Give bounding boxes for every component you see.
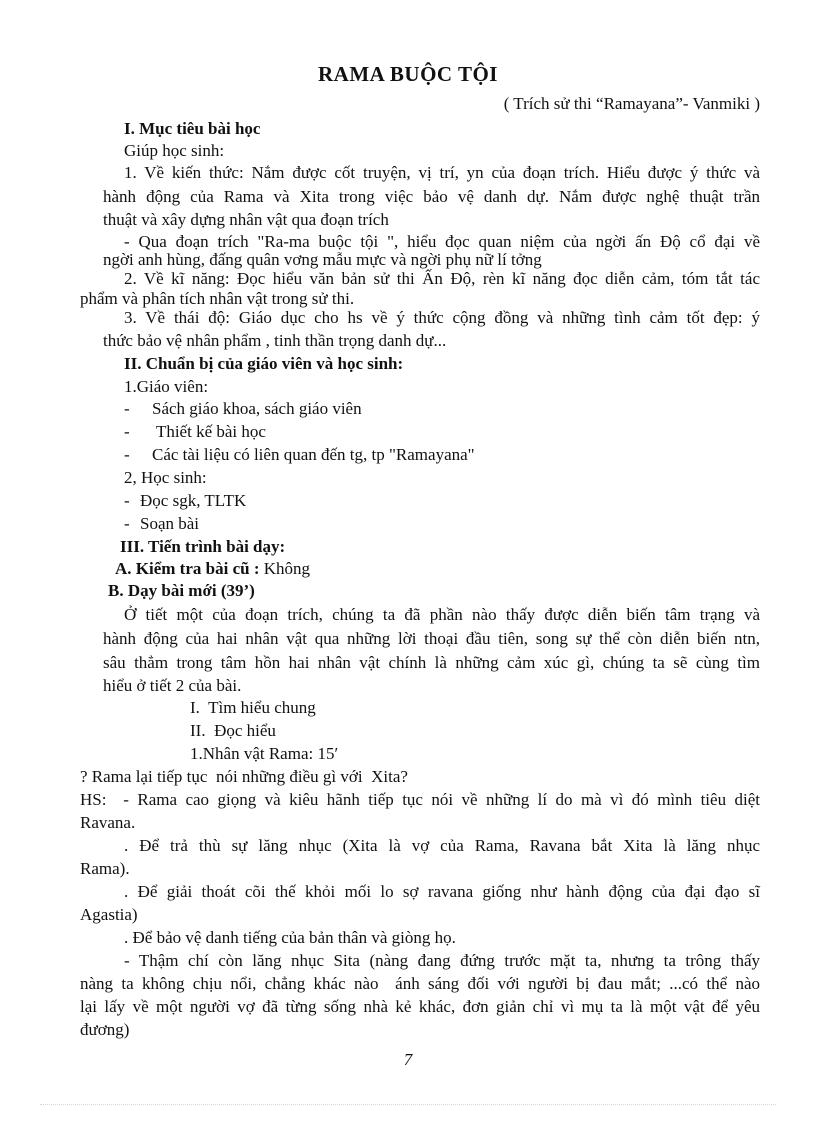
answer-line: . Để bảo vệ danh tiếng của bản thân và giòng họ. bbox=[124, 928, 456, 947]
answer-line: . Để giải thoát cõi thế khỏi mối lo sợ ravana giống như hành động của đại đạo sĩ bbox=[124, 882, 760, 901]
answer-line: Agastia) bbox=[80, 905, 138, 924]
answer-line: đương) bbox=[80, 1020, 130, 1039]
objective-knowledge-line: hành động của Rama và Xita trong việc bảo vệ danh dự. Nắm được nghệ thuật trần bbox=[103, 187, 760, 206]
document-title: RAMA BUỘC TỘI bbox=[318, 62, 498, 86]
section-3-heading: III. Tiến trình bài dạy: bbox=[120, 537, 286, 556]
new-lesson-heading: B. Dạy bài mới (39’) bbox=[108, 581, 255, 600]
list-item: Soạn bài bbox=[140, 514, 200, 533]
list-dash: - bbox=[124, 422, 130, 441]
section-1-heading: I. Mục tiêu bài học bbox=[124, 119, 261, 138]
answer-line: Rama). bbox=[80, 859, 130, 878]
answer-line: HS: - Rama cao giọng và kiêu hãnh tiếp tục nói về những lí do mà vì đó mình tiêu diệt bbox=[80, 790, 760, 809]
outline-item: 1.Nhân vật Rama: 15′ bbox=[190, 744, 339, 763]
outline-item: II. Đọc hiểu bbox=[190, 721, 276, 740]
list-dash: - bbox=[124, 445, 130, 464]
list-dash: - bbox=[124, 491, 130, 510]
answer-line: Ravana. bbox=[80, 813, 136, 832]
section-2-heading: II. Chuẩn bị của giáo viên và học sinh: bbox=[124, 354, 404, 373]
intro-line: Ở tiết một của đoạn trích, chúng ta đã phần nào thấy được diễn biến tâm trạng và bbox=[124, 605, 760, 624]
objective-knowledge-line: 1. Về kiến thức: Nắm được cốt truyện, vị trí, yn của đoạn trích. Hiểu được ý thức và bbox=[124, 163, 760, 182]
list-item: Các tài liệu có liên quan đến tg, tp "Ramayana" bbox=[152, 445, 475, 464]
answer-line: - Thậm chí còn lăng nhục Sita (nàng đang đứng trước mặt ta, nhưng ta trông thấy bbox=[124, 951, 760, 970]
outline-item: I. Tìm hiểu chung bbox=[190, 698, 316, 717]
list-item: Sách giáo khoa, sách giáo viên bbox=[152, 399, 362, 418]
objective-skill-line: 2. Về kĩ năng: Đọc hiểu văn bản sử thi Ấn Độ, rèn kĩ năng đọc diễn cảm, tóm tắt tác bbox=[124, 269, 760, 288]
intro-line: hiểu ở tiết 2 của bài. bbox=[103, 676, 242, 695]
old-lesson-value: Không bbox=[259, 559, 311, 578]
objective-attitude-line: 3. Về thái độ: Giáo dục cho hs về ý thức cộng đồng và những tình cảm tốt đẹp: ý bbox=[124, 308, 760, 327]
objective-knowledge-line: - Qua đoạn trích "Ra-ma buộc tội ", hiểu đọc quan niệm của ngời ấn Độ cổ đại về bbox=[124, 232, 760, 251]
list-item: Thiết kế bài học bbox=[152, 422, 266, 441]
old-lesson-label: A. Kiểm tra bài cũ : bbox=[115, 559, 260, 578]
objective-skill-line: phẩm và phân tích nhân vật trong sử thi. bbox=[80, 289, 355, 308]
answer-line: lại lấy về một người vợ đã từng sống nhà kẻ khác, đơn giản chỉ vì mụ ta là một vật để yêu bbox=[80, 997, 760, 1016]
section-1-intro: Giúp học sinh: bbox=[124, 141, 225, 160]
answer-line: . Để trả thù sự lăng nhục (Xita là vợ của Rama, Ravana bắt Xita là lăng nhục bbox=[124, 836, 760, 855]
page-number: 7 bbox=[403, 1050, 413, 1069]
objective-knowledge-line: thuật và xây dựng nhân vật qua đoạn trích bbox=[103, 210, 389, 229]
page-bottom-divider bbox=[40, 1104, 776, 1105]
list-dash: - bbox=[124, 514, 130, 533]
intro-line: hành động của hai nhân vật qua những lời thoại đầu tiên, song sự thể còn diễn biến ntn, bbox=[103, 629, 760, 648]
objective-attitude-line: thức bảo vệ nhân phẩm , tinh thần trọng danh dự... bbox=[103, 331, 447, 350]
objective-knowledge-line: ngời anh hùng, đấng quân vơng mẫu mực và ngời phụ nữ lí tởng bbox=[103, 250, 542, 269]
list-item: Đọc sgk, TLTK bbox=[140, 491, 247, 510]
answer-line: nàng ta không chịu nổi, chẳng khác nào ánh sáng đối với người bị đau mắt; ...có thể nào bbox=[80, 974, 760, 993]
student-prep-label: 2, Học sinh: bbox=[124, 468, 207, 487]
list-dash: - bbox=[124, 399, 130, 418]
teacher-prep-label: 1.Giáo viên: bbox=[124, 377, 209, 396]
old-lesson-check bbox=[115, 558, 310, 580]
document-subtitle: ( Trích sử thi “Ramayana”- Vanmiki ) bbox=[503, 94, 760, 113]
intro-line: sâu thẳm trong tâm hồn hai nhân vật chính là những cảm xúc gì, chúng ta sẽ cùng tìm bbox=[103, 653, 760, 672]
discussion-question: ? Rama lại tiếp tục nói những điều gì với Xita? bbox=[80, 767, 408, 786]
